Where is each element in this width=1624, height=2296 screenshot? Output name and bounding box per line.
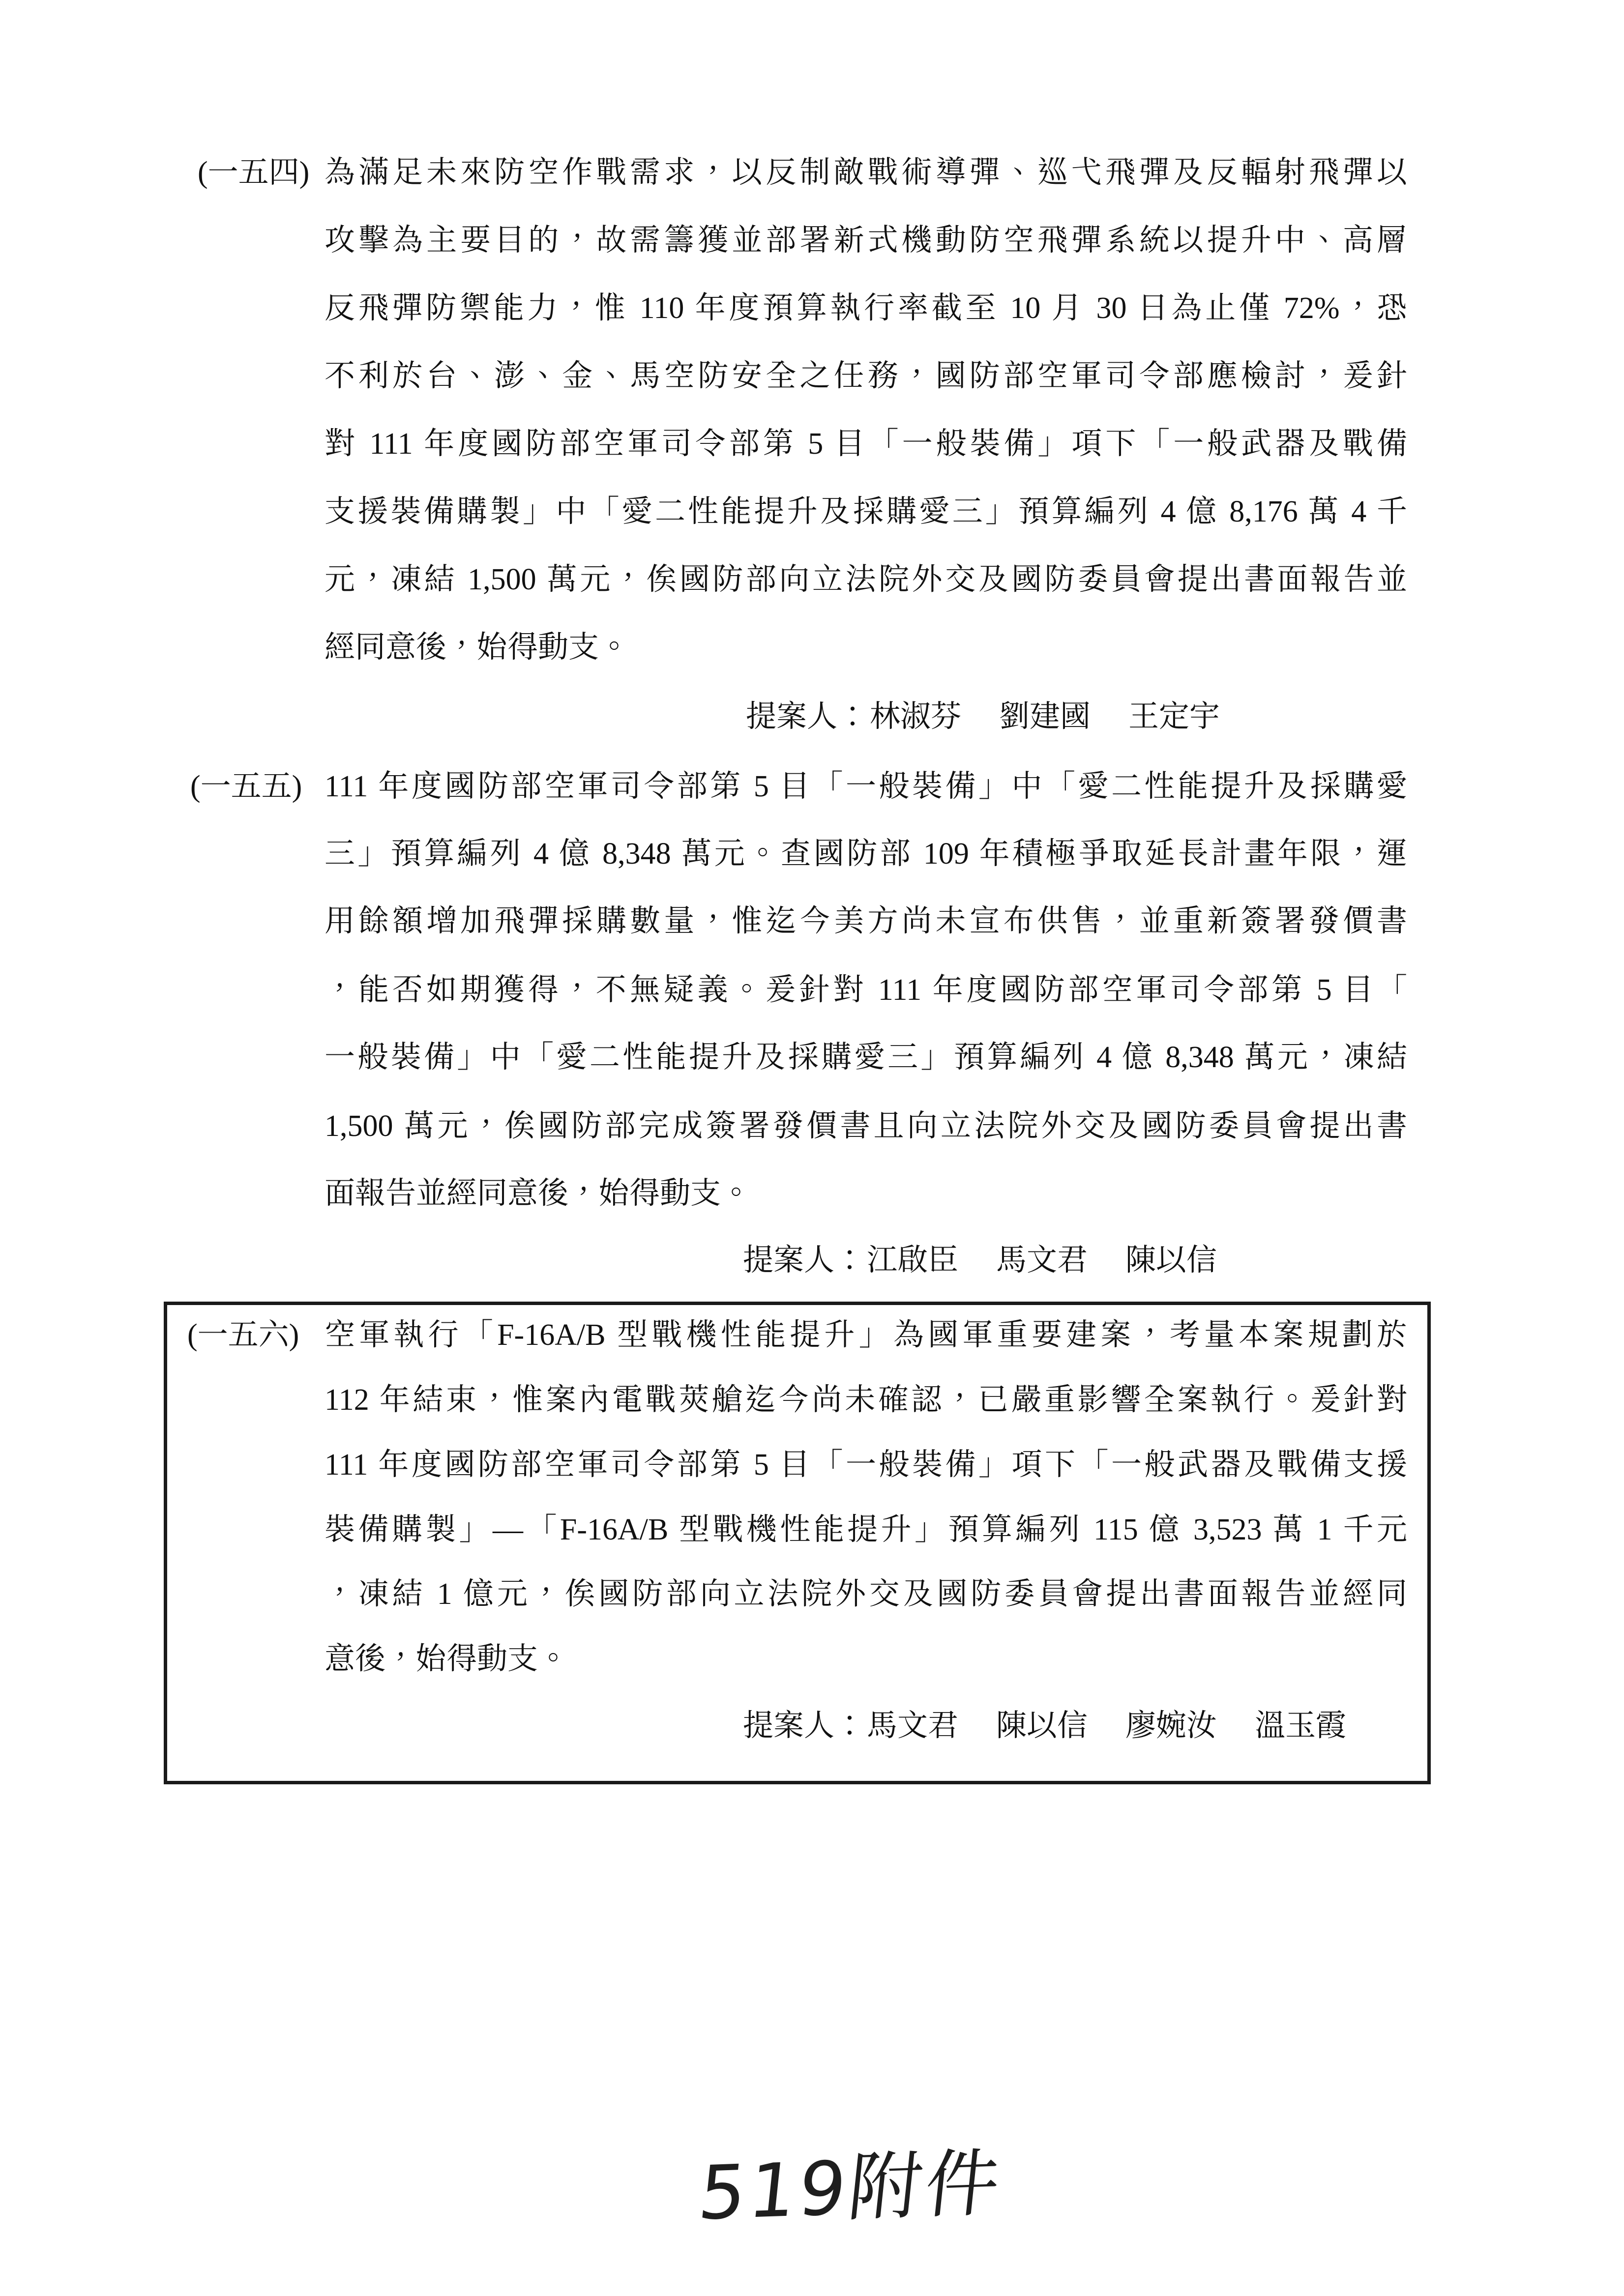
body-text-line: 攻擊為主要目的，故需籌獲並部署新式機動防空飛彈系統以提升中、高層 <box>325 224 1407 257</box>
proposer-line <box>743 1238 1217 1282</box>
handwritten-note: 519附件 <box>694 2140 1007 2237</box>
body-text-line: 反飛彈防禦能力，惟 110 年度預算執行率截至 10 月 30 日為止僅 72%，恐 <box>325 291 1407 325</box>
body-text-line: 支援裝備購製」中「愛二性能提升及採購愛三」預算編列 4 億 8,176 萬 4 千 <box>325 495 1407 528</box>
body-text-line: ，能否如期獲得，不無疑義。爰針對 111 年度國防部空軍司令部第 5 目「 <box>325 973 1407 1007</box>
proposer-name: 劉建國 <box>999 700 1091 733</box>
body-text-line: 不利於台、澎、金、馬空防安全之任務，國防部空軍司令部應檢討，爰針 <box>325 359 1407 393</box>
proposer-name: 王定宇 <box>1128 700 1220 733</box>
body-text-line: 對 111 年度國防部空軍司令部第 5 目「一般裝備」項下「一般武器及戰備 <box>325 427 1407 461</box>
body-text-line: 經同意後，始得動支。 <box>325 631 630 664</box>
proposer-name: 馬文君 <box>996 1244 1088 1277</box>
body-text-line: 意後，始得動支。 <box>325 1642 569 1676</box>
proposer-name: 林淑芬 <box>870 700 962 733</box>
body-text-line: 裝備購製」—「F-16A/B 型戰機性能提升」預算編列 115 億 3,523 萬 1 千元 <box>325 1513 1407 1546</box>
body-text-line: 1,500 萬元，俟國防部完成簽署發價書且向立法院外交及國防委員會提出書 <box>325 1109 1407 1143</box>
proposer-name: 廖婉汝 <box>1125 1709 1217 1743</box>
item-number: (一五六) <box>187 1318 299 1352</box>
item-number: (一五四) <box>198 156 310 189</box>
body-text-line: 三」預算編列 4 億 8,348 萬元。查國防部 109 年積極爭取延長計畫年限，運 <box>325 837 1407 871</box>
proposer-name: 陳以信 <box>996 1709 1088 1743</box>
body-text-line: 為滿足未來防空作戰需求，以反制敵戰術導彈、巡弋飛彈及反輻射飛彈以 <box>325 156 1407 189</box>
body-text-line: 一般裝備」中「愛二性能提升及採購愛三」預算編列 4 億 8,348 萬元，凍結 <box>325 1041 1407 1074</box>
proposer-name: 陳以信 <box>1125 1244 1217 1277</box>
proposer-label: 提案人： <box>743 1244 865 1277</box>
proposer-name: 溫玉霞 <box>1255 1709 1347 1743</box>
item-number: (一五五) <box>190 770 302 803</box>
proposer-label: 提案人： <box>746 700 868 733</box>
body-text-line: 用餘額增加飛彈採購數量，惟迄今美方尚未宣布供售，並重新簽署發價書 <box>325 904 1407 938</box>
proposer-label: 提案人： <box>743 1709 865 1743</box>
proposer-line <box>746 695 1220 739</box>
body-text-line: 111 年度國防部空軍司令部第 5 目「一般裝備」中「愛二性能提升及採購愛 <box>325 770 1407 803</box>
body-text-line: 元，凍結 1,500 萬元，俟國防部向立法院外交及國防委員會提出書面報告並 <box>325 563 1407 596</box>
body-text-line: 112 年結束，惟案內電戰莢艙迄今尚未確認，已嚴重影響全案執行。爰針對 <box>325 1383 1407 1417</box>
proposer-name: 馬文君 <box>867 1709 959 1743</box>
body-text-line: ，凍結 1 億元，俟國防部向立法院外交及國防委員會提出書面報告並經同 <box>325 1577 1407 1611</box>
body-text-line: 空軍執行「F-16A/B 型戰機性能提升」為國軍重要建案，考量本案規劃於 <box>325 1318 1407 1352</box>
body-text-line: 111 年度國防部空軍司令部第 5 目「一般裝備」項下「一般武器及戰備支援 <box>325 1448 1407 1482</box>
proposer-line <box>743 1704 1346 1748</box>
proposer-name: 江啟臣 <box>867 1244 959 1277</box>
body-text-line: 面報告並經同意後，始得動支。 <box>325 1177 752 1210</box>
